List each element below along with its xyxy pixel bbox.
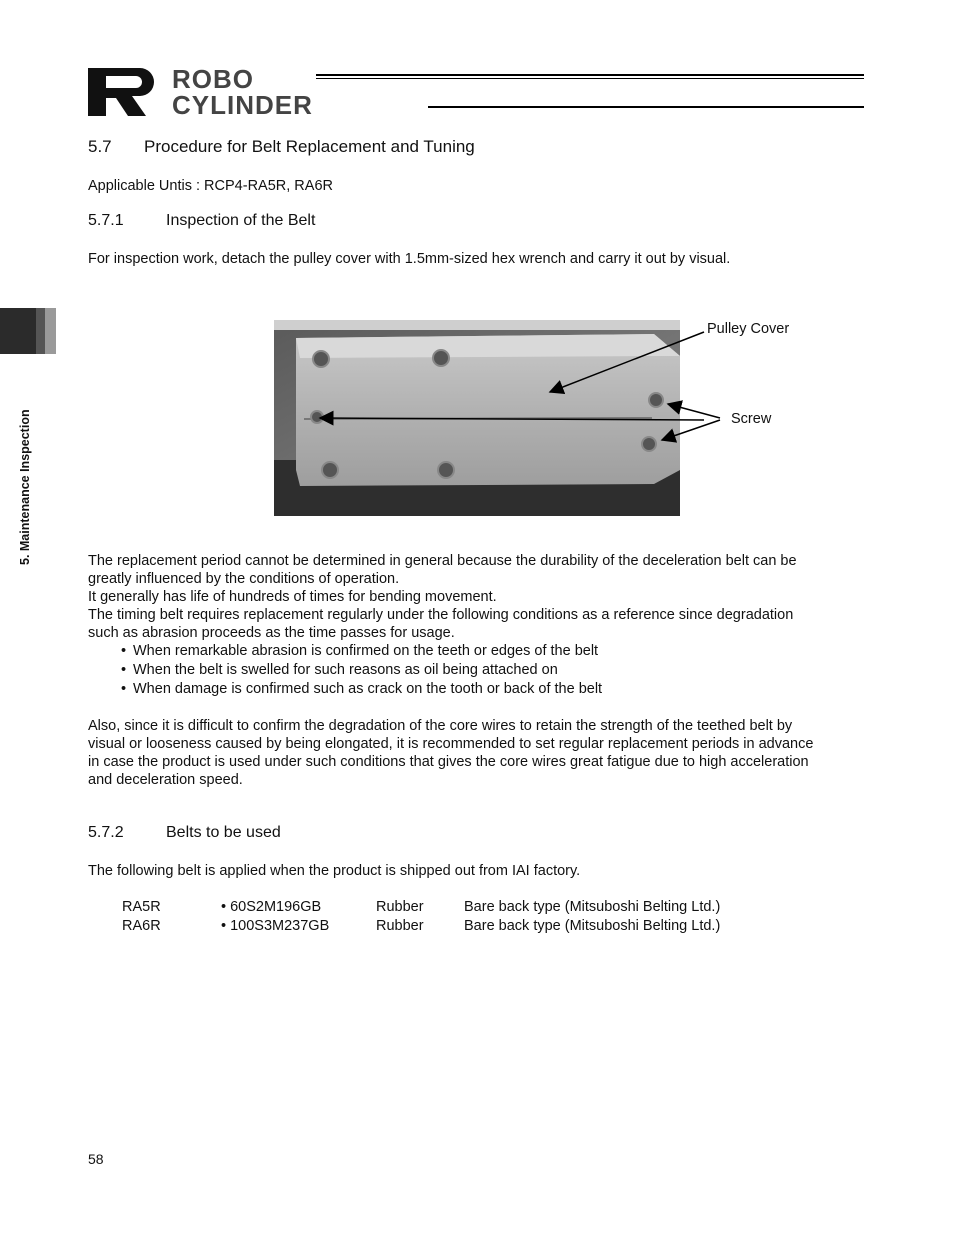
text-line: visual or looseness caused by being elongated, it is recommended to set regular replacement periods in advance xyxy=(88,736,814,752)
subsection-title: Belts to be used xyxy=(166,824,281,841)
inspection-text: For inspection work, detach the pulley cover with 1.5mm-sized hex wrench and carry it out by visual. xyxy=(88,251,731,267)
header-rule-top xyxy=(316,74,864,76)
belt-type: Bare back type (Mitsuboshi Belting Ltd.) xyxy=(464,899,721,915)
side-chapter-tab xyxy=(0,308,56,354)
applicable-units: Applicable Untis : RCP4-RA5R, RA6R xyxy=(88,178,333,194)
subsection-number: 5.7.1 xyxy=(88,212,124,229)
subsection-heading-2 xyxy=(88,824,281,842)
callout-screw: Screw xyxy=(731,411,772,427)
header-rule-top-thin xyxy=(316,78,864,79)
section-heading xyxy=(88,137,475,157)
replacement-paragraph xyxy=(88,552,878,642)
callout-arrows xyxy=(300,320,740,460)
belt-part: • 60S2M196GB xyxy=(221,899,322,915)
list-item: • When damage is confirmed such as crack on the tooth or back of the belt xyxy=(121,681,603,697)
section-number: 5.7 xyxy=(88,137,112,156)
table-row xyxy=(0,899,954,917)
header-rule-bottom xyxy=(428,106,864,108)
list-item: • When the belt is swelled for such reasons as oil being attached on xyxy=(121,662,558,678)
condition-bullet-list xyxy=(121,642,603,699)
belt-part: • 100S3M237GB xyxy=(221,918,330,934)
text-line: The timing belt requires replacement regularly under the following conditions as a reference since degradation xyxy=(88,607,794,623)
svg-text:ROBO: ROBO xyxy=(172,66,254,94)
callout-pulley-cover: Pulley Cover xyxy=(707,321,790,337)
belt-material: Rubber xyxy=(376,899,424,915)
text-line: The replacement period cannot be determined in general because the durability of the deceleration belt can be xyxy=(88,553,797,569)
text-line: Also, since it is difficult to confirm the degradation of the core wires to retain the strength of the teethed belt by xyxy=(88,718,793,734)
svg-text:CYLINDER: CYLINDER xyxy=(172,90,313,118)
subsection-title: Inspection of the Belt xyxy=(166,212,316,229)
text-line: such as abrasion proceeds as the time passes for usage. xyxy=(88,625,455,641)
text-line: and deceleration speed. xyxy=(88,772,243,788)
side-chapter-label: 5. Maintenance Inspection xyxy=(18,409,32,565)
text-line: It generally has life of hundreds of times for bending movement. xyxy=(88,589,497,605)
page-number: 58 xyxy=(88,1151,104,1167)
text-line: greatly influenced by the conditions of operation. xyxy=(88,571,400,587)
belt-model: RA6R xyxy=(122,918,161,934)
belts-intro: The following belt is applied when the product is shipped out from IAI factory. xyxy=(88,863,581,879)
belt-type: Bare back type (Mitsuboshi Belting Ltd.) xyxy=(464,918,721,934)
table-row xyxy=(0,918,954,936)
list-item: • When remarkable abrasion is confirmed on the teeth or edges of the belt xyxy=(121,643,599,659)
subsection-number: 5.7.2 xyxy=(88,824,124,841)
subsection-heading-1 xyxy=(88,212,315,230)
belt-model: RA5R xyxy=(122,899,161,915)
text-line: in case the product is used under such conditions that gives the core wires great fatigue due to high acceleration xyxy=(88,754,809,770)
core-wire-paragraph xyxy=(88,717,888,789)
belt-material: Rubber xyxy=(376,918,424,934)
section-title: Procedure for Belt Replacement and Tuning xyxy=(144,137,475,156)
